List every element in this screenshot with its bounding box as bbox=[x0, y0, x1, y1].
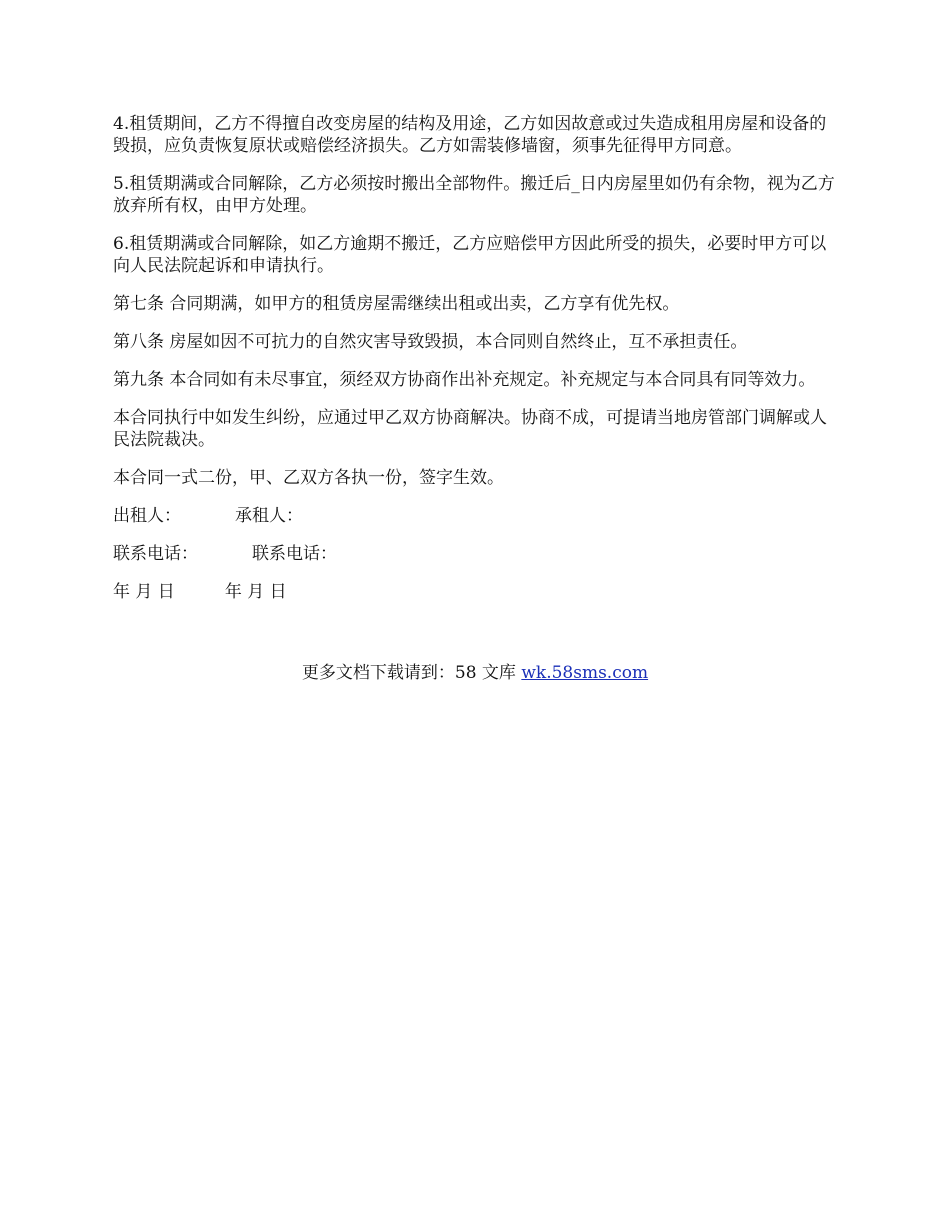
clause-6: 6.租赁期满或合同解除，如乙方逾期不搬迁，乙方应赔偿甲方因此所受的损失，必要时甲方可以向人民法院起诉和申请执行。 bbox=[113, 234, 827, 276]
lessor-label: 出租人： bbox=[113, 506, 181, 526]
article-9: 第九条 本合同如有未尽事宜，须经双方协商作出补充规定。补充规定与本合同具有同等效力。 bbox=[113, 370, 816, 390]
clause-5: 5.租赁期满或合同解除，乙方必须按时搬出全部物件。搬迁后_日内房屋里如仍有余物，视为乙方放弃所有权，由甲方处理。 bbox=[113, 174, 835, 216]
dispute-clause: 本合同执行中如发生纠纷，应通过甲乙双方协商解决。协商不成，可提请当地房管部门调解或人民法院裁决。 bbox=[113, 408, 827, 450]
lessee-label: 承租人： bbox=[235, 506, 303, 526]
document-body bbox=[113, 113, 843, 619]
article-8: 第八条 房屋如因不可抗力的自然灾害导致毁损，本合同则自然终止，互不承担责任。 bbox=[113, 332, 748, 352]
footer-link[interactable]: wk.58sms.com bbox=[521, 663, 649, 683]
signature-row-parties bbox=[113, 505, 843, 527]
lessor-date: 年 月 日 bbox=[113, 582, 175, 602]
clause-4: 4.租赁期间，乙方不得擅自改变房屋的结构及用途，乙方如因故意或过失造成租用房屋和设备的毁损，应负责恢复原状或赔偿经济损失。乙方如需装修墙窗，须事先征得甲方同意。 bbox=[113, 114, 827, 156]
lessor-phone-label: 联系电话： bbox=[113, 544, 198, 564]
signature-row-date bbox=[113, 581, 843, 603]
lessee-phone-label: 联系电话： bbox=[252, 544, 337, 564]
signature-row-phone bbox=[113, 543, 843, 565]
article-7: 第七条 合同期满，如甲方的租赁房屋需继续出租或出卖，乙方享有优先权。 bbox=[113, 294, 680, 314]
lessee-date: 年 月 日 bbox=[224, 582, 287, 602]
footer-text: 更多文档下载请到：58 文库 bbox=[301, 663, 522, 683]
copies-clause: 本合同一式二份，甲、乙双方各执一份，签字生效。 bbox=[113, 468, 504, 488]
footer bbox=[0, 662, 950, 684]
